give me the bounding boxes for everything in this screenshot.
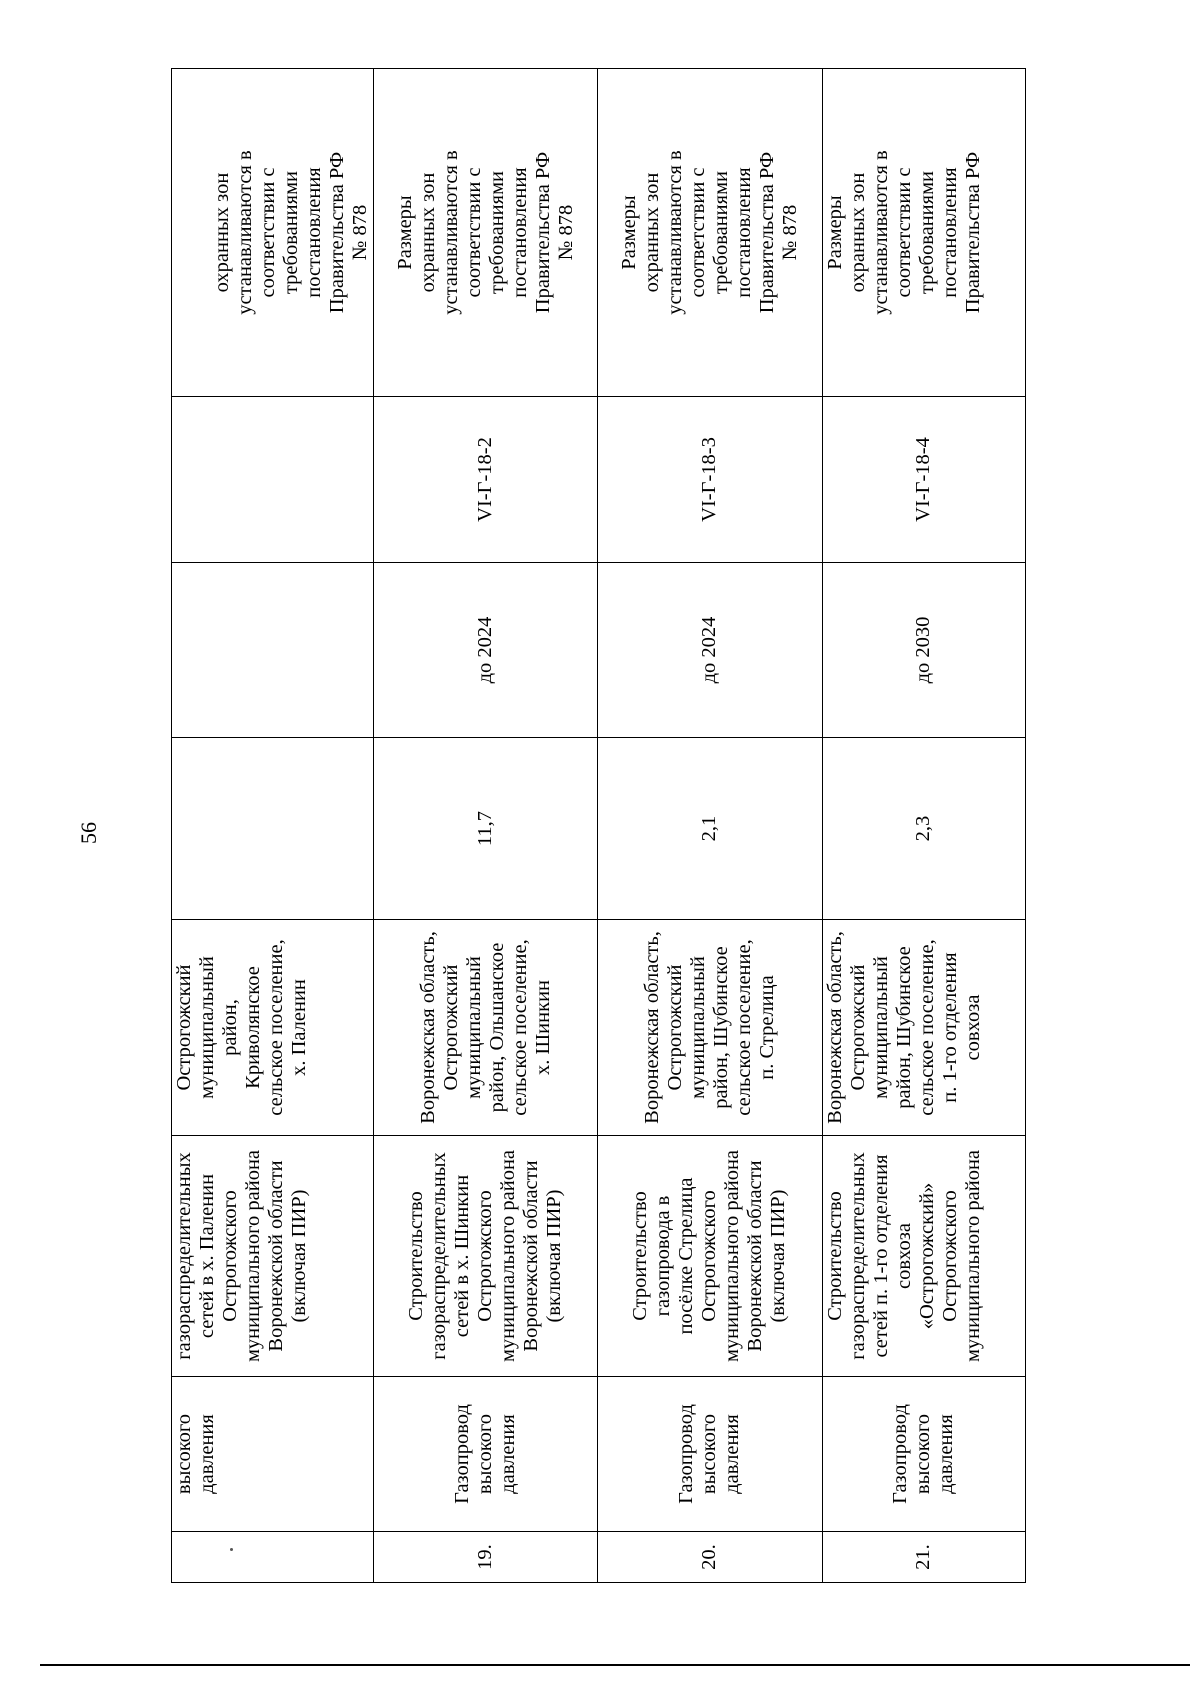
object-description: газораспределительных сетей в х. Паленин Острогожского муниципального района Воронежской области (включая ПИР) (172, 1136, 374, 1377)
row-number: 19. (374, 1532, 598, 1583)
implementation-term: до 2030 (822, 563, 1025, 738)
table-row (172, 69, 374, 1583)
object-length (172, 738, 374, 920)
object-notes: Размеры охранных зон устанавливаются в соответствии с требованиями постановления Правительства РФ № 878 (374, 69, 598, 397)
object-code: VI-Г-18-2 (374, 397, 598, 563)
object-length: 11,7 (374, 738, 598, 920)
object-description: Строительство газораспределительных сетей в х. Шинкин Острогожского муниципального района Воронежской области (включая ПИР) (374, 1136, 598, 1377)
object-notes: Размеры охранных зон устанавливаются в соответствии с требованиями постановления Правительства РФ № 878 (598, 69, 822, 397)
object-location: Острогожский муниципальный район, Криволянское сельское поселение, х. Паленин (172, 920, 374, 1136)
object-location: Воронежская область, Острогожский муниципальный район, Ольшанское сельское поселение, х. Шинкин (374, 920, 598, 1136)
data-table (171, 69, 1026, 1583)
object-notes: Размеры охранных зон устанавливаются в соответствии с требованиями постановления Правительства РФ (822, 69, 1025, 397)
object-length: 2,1 (598, 738, 822, 920)
table-row (598, 69, 822, 1583)
table-grid (171, 68, 1026, 1583)
object-name: Газопровод высокого давления (822, 1377, 1025, 1532)
object-description: Строительство газопровода в посёлке Стрелица Острогожского муниципального района Воронежской области (включая ПИР) (598, 1136, 822, 1377)
implementation-term (172, 563, 374, 738)
row-number (172, 1532, 374, 1583)
implementation-term: до 2024 (374, 563, 598, 738)
object-location: Воронежская область, Острогожский муниципальный район, Шубинское сельское поселение, п. 1-го отделения совхоза (822, 920, 1025, 1136)
row-number: 20. (598, 1532, 822, 1583)
page-bottom-rule (40, 1664, 1190, 1666)
object-length: 2,3 (822, 738, 1025, 920)
object-description: Строительство газораспределительных сетей п. 1-го отделения совхоза «Острогожский» Острогожского муниципального района (822, 1136, 1025, 1377)
table-row (822, 69, 1025, 1583)
object-name: Газопровод высокого давления (374, 1377, 598, 1532)
object-code: VI-Г-18-4 (822, 397, 1025, 563)
page-number: 56 (76, 822, 101, 844)
object-code: VI-Г-18-3 (598, 397, 822, 563)
object-name: Газопровод высокого давления (598, 1377, 822, 1532)
scan-artifact (230, 1548, 233, 1551)
table-row (374, 69, 598, 1583)
row-number: 21. (822, 1532, 1025, 1583)
implementation-term: до 2024 (598, 563, 822, 738)
object-notes: охранных зон устанавливаются в соответствии с требованиями постановления Правительства РФ № 878 (172, 69, 374, 397)
object-code (172, 397, 374, 563)
object-name: высокого давления (172, 1377, 374, 1532)
object-location: Воронежская область, Острогожский муниципальный район, Шубинское сельское поселение, п. Стрелица (598, 920, 822, 1136)
